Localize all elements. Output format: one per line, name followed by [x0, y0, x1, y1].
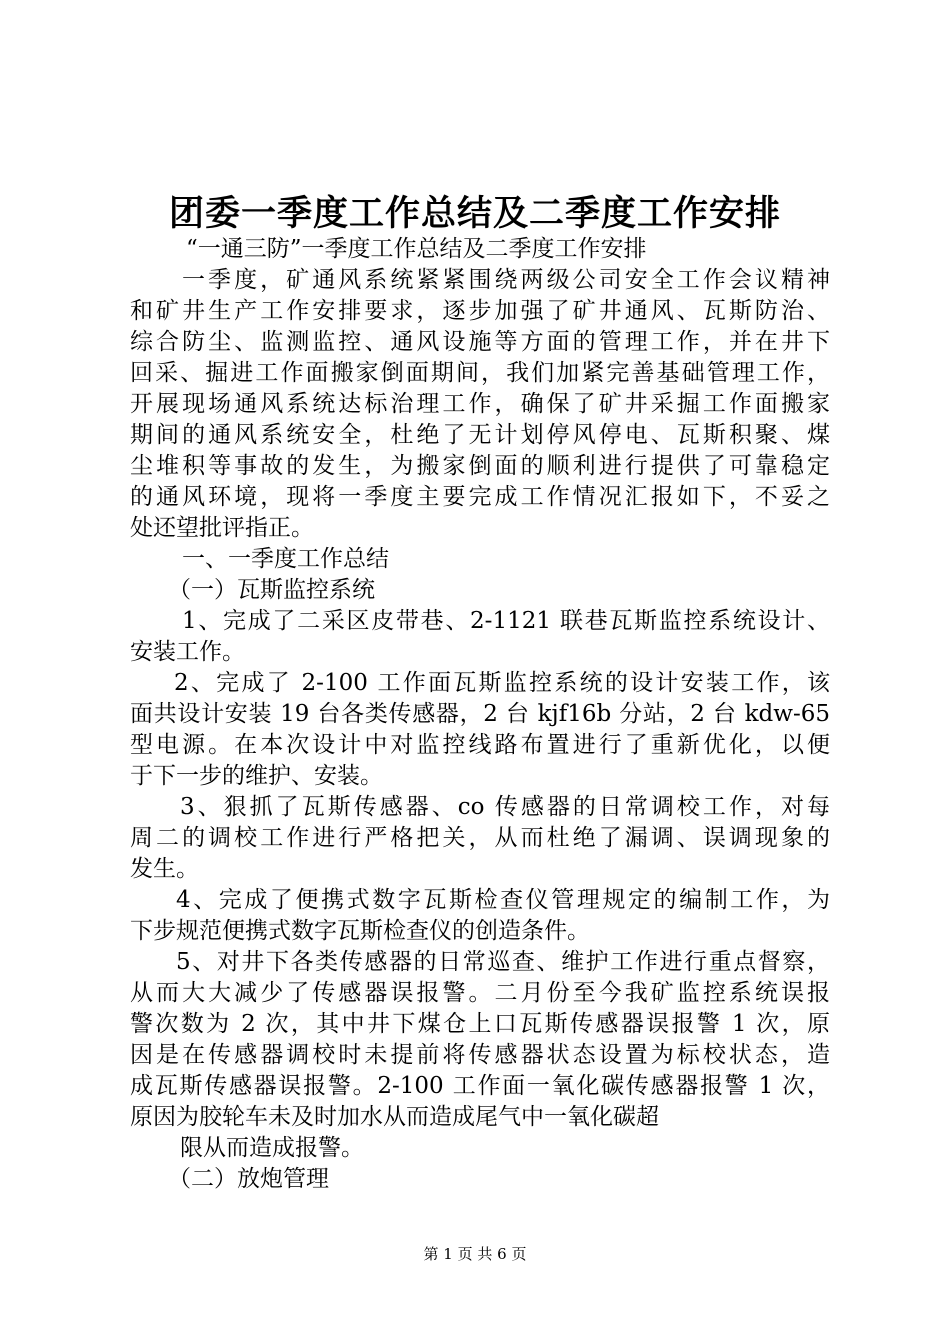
paragraph-line: 原因为胶轮车未及时加水从而造成尾气中一氧化碳超 — [130, 1104, 659, 1130]
paragraph-line: 1、完成了二采区皮带巷、2-1121 联巷瓦斯监控系统设计、 — [182, 608, 830, 634]
paragraph-line: 型电源。在本次设计中对监控线路布置进行了重新优化，以便 — [130, 732, 830, 758]
paragraph-line: 于下一步的维护、安装。 — [130, 763, 383, 789]
document-title: 团委一季度工作总结及二季度工作安排 — [168, 193, 781, 234]
paragraph-line: 成瓦斯传感器误报警。2-100 工作面一氧化碳传感器报警 1 次， — [130, 1073, 830, 1099]
page-number: 第 1 页 共 6 页 — [423, 1245, 527, 1263]
subtitle-line: “一通三防”一季度工作总结及二季度工作安排 — [186, 236, 647, 262]
paragraph-line: 发生。 — [130, 856, 199, 882]
paragraph-line: 因是在传感器调校时未提前将传感器状态设置为标校状态，造 — [130, 1042, 830, 1068]
paragraph-line: 一季度，矿通风系统紧紧围绕两级公司安全工作会议精神 — [182, 267, 830, 293]
paragraph-line: 的通风环境，现将一季度主要完成工作情况汇报如下，不妥之 — [130, 484, 830, 510]
paragraph-line: 期间的通风系统安全，杜绝了无计划停风停电、瓦斯积聚、煤 — [130, 422, 830, 448]
section-heading: 一、一季度工作总结 — [182, 546, 389, 572]
paragraph-line: 限从而造成报警。 — [180, 1135, 364, 1161]
paragraph-line: 4、完成了便携式数字瓦斯检查仪管理规定的编制工作，为 — [176, 887, 830, 913]
paragraph-line: 从而大大减少了传感器误报警。二月份至今我矿监控系统误报 — [130, 980, 830, 1006]
paragraph-line: 开展现场通风系统达标治理工作，确保了矿井采掘工作面搬家 — [130, 391, 830, 417]
paragraph-line: 警次数为 2 次，其中井下煤仓上口瓦斯传感器误报警 1 次，原 — [130, 1011, 830, 1037]
paragraph-line: 下步规范便携式数字瓦斯检查仪的创造条件。 — [130, 918, 590, 944]
paragraph-line: 周二的调校工作进行严格把关，从而杜绝了漏调、误调现象的 — [130, 825, 830, 851]
paragraph-line: 处还望批评指正。 — [130, 515, 314, 541]
paragraph-line: 回采、掘进工作面搬家倒面期间，我们加紧完善基础管理工作， — [130, 360, 830, 386]
paragraph-line: 综合防尘、监测监控、通风设施等方面的管理工作，并在井下 — [130, 329, 830, 355]
subsection-heading: （二）放炮管理 — [168, 1166, 329, 1192]
paragraph-line: 3、狠抓了瓦斯传感器、co 传感器的日常调校工作，对每 — [180, 794, 830, 820]
subsection-heading: （一）瓦斯监控系统 — [168, 577, 375, 603]
paragraph-line: 尘堆积等事故的发生，为搬家倒面的顺利进行提供了可靠稳定 — [130, 453, 830, 479]
paragraph-line: 5、对井下各类传感器的日常巡查、维护工作进行重点督察， — [176, 949, 830, 975]
paragraph-line: 安装工作。 — [130, 639, 245, 665]
paragraph-line: 和矿井生产工作安排要求，逐步加强了矿井通风、瓦斯防治、 — [130, 298, 830, 324]
paragraph-line: 面共设计安装 19 台各类传感器，2 台 kjf16b 分站，2 台 kdw-65 — [130, 701, 830, 727]
paragraph-line: 2、完成了 2-100 工作面瓦斯监控系统的设计安装工作，该 — [174, 670, 830, 696]
